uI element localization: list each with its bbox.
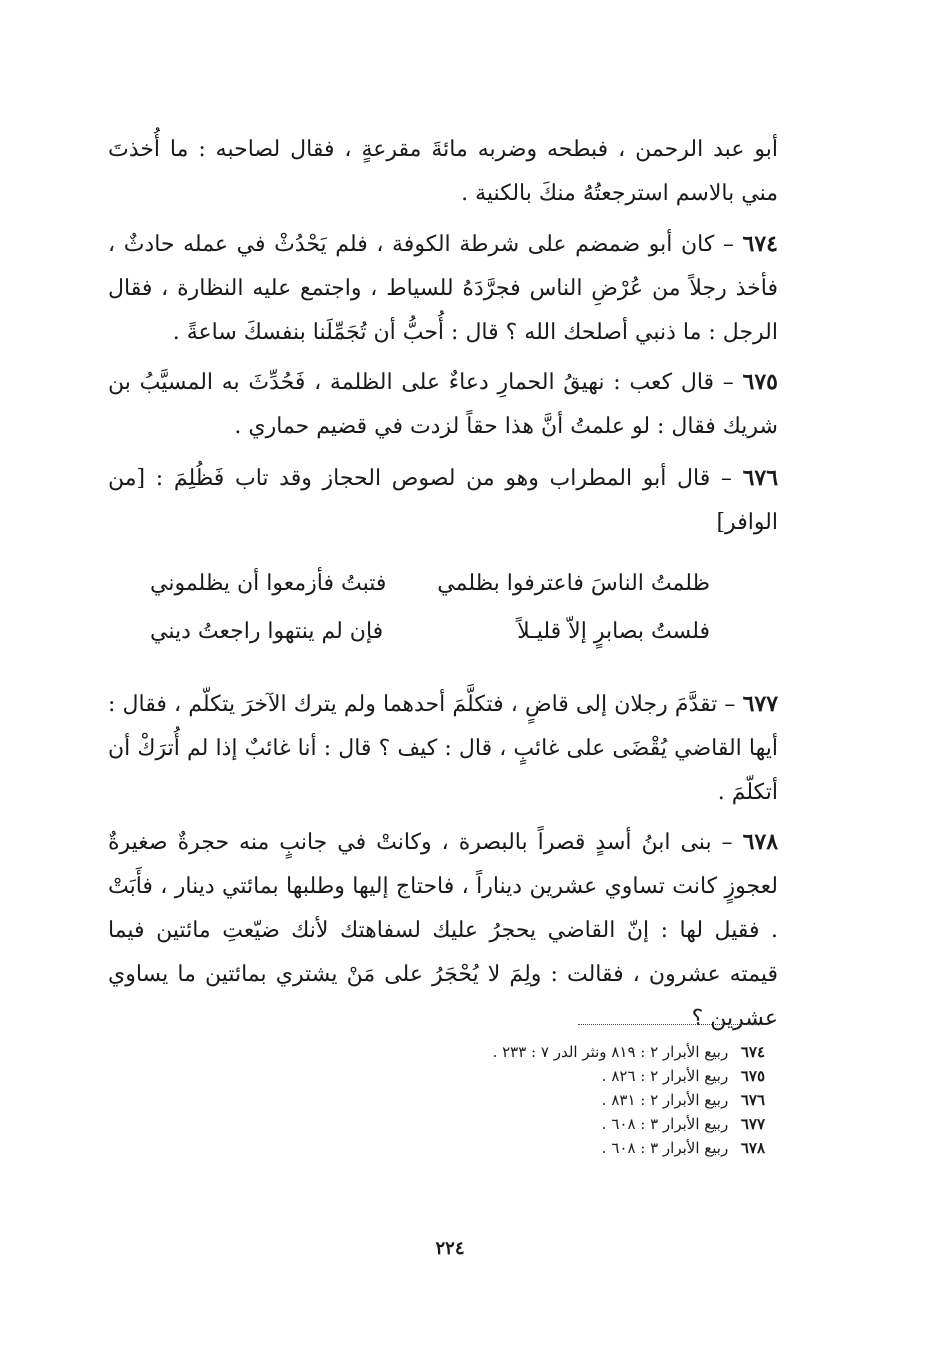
paragraph-678	[108, 820, 778, 1041]
footnote-divider	[578, 1024, 766, 1025]
footnote	[380, 1064, 765, 1088]
footnote-number: ٦٧٦	[740, 1091, 765, 1109]
footnote	[380, 1088, 765, 1112]
paragraph-number: ٦٧٧	[742, 691, 779, 717]
footnote-text: ربيع الأبرار ٢ : ٨١٩ ونثر الدر ٧ : ٢٣٣ .	[492, 1043, 729, 1061]
footnote-number: ٦٧٤	[740, 1043, 765, 1061]
footnote	[380, 1112, 765, 1136]
verse-second-hemistich: فتبتُ فأزمعوا أن يظلموني	[150, 571, 387, 596]
paragraph-674	[108, 222, 778, 355]
paragraph-number: ٦٧٤	[742, 231, 778, 257]
paragraph-number: ٦٧٥	[742, 369, 778, 395]
footnote-text: ربيع الأبرار ٢ : ٨٢٦ .	[601, 1067, 729, 1085]
paragraph-number: ٦٧٨	[742, 829, 779, 855]
paragraph-text: – قال أبو المطراب وهو من لصوص الحجاز وقد تاب فَظُلِمَ : [من الوافر]	[108, 466, 778, 535]
paragraph-675	[108, 360, 778, 449]
verse-second-hemistich: فإن لم ينتهوا راجعتُ ديني	[150, 619, 384, 644]
footnote-number: ٦٧٨	[740, 1139, 765, 1157]
verse-first-hemistich: فلستُ بصابرٍ إلاّ قليـلاً	[517, 619, 710, 644]
paragraph-text: أبو عبد الرحمن ، فبطحه وضربه مائةَ مقرعةٍ ، فقال لصاحبه : ما أُخذتَ مني بالاسم استرجعتُهُ منكَ بالكنية .	[108, 137, 778, 206]
paragraph-677	[108, 682, 778, 815]
paragraph-text: – قال كعب : نهيقُ الحمارِ دعاءٌ على الظلمة ، فَحُدِّثَ به المسيَّبُ بن شريك فقال : لو علمتُ أنَّ هذا حقاً لزدت في قضيم حماري .	[108, 370, 778, 439]
footnotes	[380, 1040, 765, 1160]
page-number: ٢٢٤	[435, 1238, 465, 1259]
footnote-number: ٦٧٧	[740, 1115, 765, 1133]
footnote	[380, 1040, 765, 1064]
paragraph-text: – كان أبو ضمضم على شرطة الكوفة ، فلم يَحْدُثْ في عمله حادثٌ ، فأخذ رجلاً من عُرْضِ الناس فجرَّدَهُ للسياط ، واجتمع عليه النظارة ، فقال الرجل : ما ذنبي أصلحك الله ؟ قال : أُحبُّ أن تُجَمِّلَنا بنفسكَ ساعةً .	[108, 232, 778, 345]
footnote-text: ربيع الأبرار ٣ : ٦٠٨ .	[601, 1115, 729, 1133]
verse-line	[150, 608, 710, 656]
verse-first-hemistich: ظلمتُ الناسَ فاعترفوا بظلمي	[437, 571, 710, 596]
paragraph-continued	[108, 128, 778, 216]
footnote	[380, 1136, 765, 1160]
paragraph-676	[108, 456, 778, 545]
paragraph-number: ٦٧٦	[742, 465, 779, 491]
paragraph-text: – تقدَّمَ رجلان إلى قاضٍ ، فتكلَّمَ أحدهما ولم يترك الآخرَ يتكلّم ، فقال : أيها القاضي يُقْضَى على غائبٍ ، قال : كيف ؟ قال : أنا غائبٌ إذا لم أُترَكْ أن أتكلّمَ .	[108, 692, 778, 805]
poem	[150, 560, 710, 656]
footnote-text: ربيع الأبرار ٣ : ٦٠٨ .	[601, 1139, 729, 1157]
footnote-text: ربيع الأبرار ٢ : ٨٣١ .	[601, 1091, 729, 1109]
footnote-number: ٦٧٥	[740, 1067, 765, 1085]
paragraph-text: – بنى ابنُ أسدٍ قصراً بالبصرة ، وكانتْ في جانبٍ منه حجرةٌ صغيرةٌ لعجوزٍ كانت تساوي عشرين ديناراً ، فاحتاج إليها وطلبها بمائتي دينار ، فأَبَتْ . فقيل لها : إنّ القاضي يحجرُ عليك لسفاهتك لأنك ضيّعتِ مائتين فيما قيمته عشرون ، فقالت : ولِمَ لا يُحْجَرُ على مَنْ يشتري بمائتين ما يساوي عشرين ؟	[108, 830, 778, 1031]
verse-line	[150, 560, 710, 608]
